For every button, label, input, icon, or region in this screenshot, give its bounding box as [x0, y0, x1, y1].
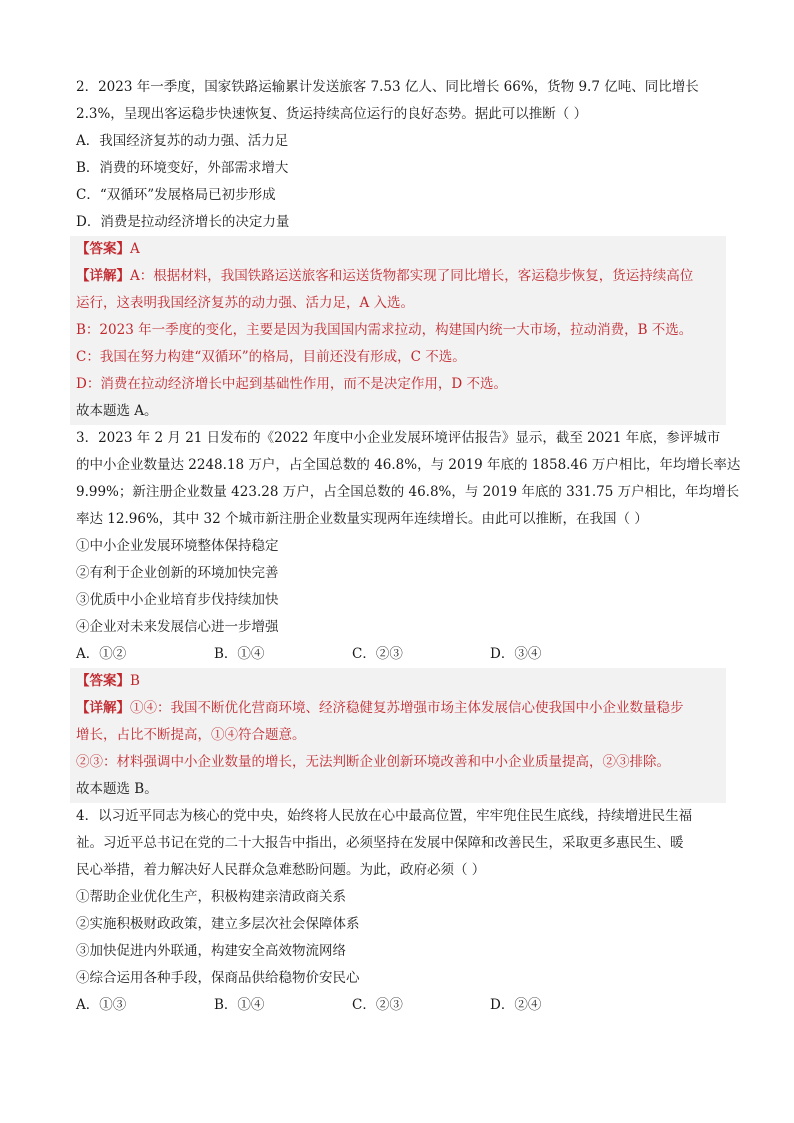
q3-stem-line-3: 9.99%；新注册企业数量 423.28 万户，占全国总数的 46.8%，与 2019 年底的 331.75 万户相比，年均增长 [76, 484, 740, 500]
question-3 [76, 425, 741, 803]
q2-stem-line-1: 2．2023 年一季度，国家铁路运输累计发送旅客 7.53 亿人、同比增长 66%，货物 9.7 亿吨、同比增长 [76, 79, 699, 95]
q2-detail-c: C：我国在努力构建“双循环”的格局，目前还没有形成，C 不选。 [76, 349, 466, 365]
q2-detail-d: D：消费在拉动经济增长中起到基础性作用，而不是决定作用，D 不选。 [76, 376, 507, 392]
q4-choices [76, 992, 726, 1019]
q2-answer [76, 236, 726, 263]
q4-choice-c: C．②③ [352, 997, 403, 1013]
q3-choices [76, 641, 726, 668]
q3-detail-tag: 【详解】 [76, 700, 130, 716]
q4-stem-line-3: 民心举措，着力解决好人民群众急难愁盼问题。为此，政府必须（ ） [76, 862, 486, 878]
q2-option-d: D．消费是拉动经济增长的决定力量 [76, 214, 290, 230]
q2-stem-line-2: 2.3%，呈现出客运稳步快速恢复、货运持续高位运行的良好态势。据此可以推断（ ） [76, 106, 588, 122]
q2-detail-line-2: 运行，这表明我国经济复苏的动力强、活力足，A 入选。 [76, 295, 415, 311]
q3-conclusion: 故本题选 B。 [76, 781, 158, 797]
q3-answer [76, 668, 726, 695]
q3-answer-tag: 【答案】 [76, 673, 130, 689]
q4-item-1: ①帮助企业优化生产，积极构建亲清政商关系 [76, 889, 346, 905]
q2-answer-block [70, 236, 726, 425]
q4-stem-line-2: 祉。习近平总书记在党的二十大报告中指出，必须坚持在发展中保障和改善民生，采取更多惠民生、暖 [76, 835, 684, 851]
q3-stem-line-1: 3．2023 年 2 月 21 日发布的《2022 年度中小企业发展环境评估报告》显示，截至 2021 年底，参评城市 [76, 430, 721, 446]
q2-answer-value: A [130, 241, 140, 257]
q3-item-4: ④企业对未来发展信心进一步增强 [76, 619, 279, 635]
q2-detail-line-1: 【详解】A：根据材料，我国铁路运送旅客和运送货物都实现了同比增长，客运稳步恢复，货运持续高位 [76, 268, 694, 284]
q3-choice-d: D．③④ [490, 646, 542, 662]
q3-detail-line-1: 【详解】①④：我国不断优化营商环境、经济稳健复苏增强市场主体发展信心使我国中小企业数量稳步 [76, 700, 684, 716]
q2-option-b: B．消费的环境变好，外部需求增大 [76, 160, 289, 176]
q3-detail-line-3: ②③：材料强调中小企业数量的增长，无法判断企业创新环境改善和中小企业质量提高，②③排除。 [76, 754, 670, 770]
question-4 [76, 803, 726, 1019]
q4-item-2: ②实施积极财政政策，建立多层次社会保障体系 [76, 916, 360, 932]
question-2 [76, 74, 726, 425]
exam-page [76, 74, 741, 1019]
q3-answer-block [70, 668, 726, 803]
q4-choice-b: B．①④ [214, 997, 265, 1013]
q3-answer-value: B [130, 673, 140, 689]
q3-choice-c: C．②③ [352, 646, 403, 662]
q3-item-2: ②有利于企业创新的环境加快完善 [76, 565, 279, 581]
q4-choice-d: D．②④ [490, 997, 542, 1013]
q4-item-4: ④综合运用各种手段，保商品供给稳物价安民心 [76, 970, 360, 986]
q3-item-3: ③优质中小企业培育步伐持续加快 [76, 592, 279, 608]
q4-stem-line-1: 4．以习近平同志为核心的党中央，始终将人民放在心中最高位置，牢牢兜住民生底线，持续增进民生福 [76, 808, 693, 824]
q3-stem-line-2: 的中小企业数量达 2248.18 万户，占全国总数的 46.8%，与 2019 年底的 1858.46 万户相比，年均增长率达 [76, 457, 741, 473]
q3-stem-line-4: 率达 12.96%，其中 32 个城市新注册企业数量实现两年连续增长。由此可以推断，在我国（ ） [76, 511, 648, 527]
q3-item-1: ①中小企业发展环境整体保持稳定 [76, 538, 279, 554]
q2-conclusion: 故本题选 A。 [76, 403, 158, 419]
q3-detail-line-2: 增长，占比不断提高，①④符合题意。 [76, 727, 306, 743]
q2-answer-tag: 【答案】 [76, 241, 130, 257]
q2-detail-b: B：2023 年一季度的变化，主要是因为我国国内需求拉动，构建国内统一大市场，拉动消费，B 不选。 [76, 322, 693, 338]
q2-option-c: C．“双循环”发展格局已初步形成 [76, 187, 276, 203]
q2-detail-tag: 【详解】 [76, 268, 130, 284]
q4-item-3: ③加快促进内外联通，构建安全高效物流网络 [76, 943, 346, 959]
q3-choice-a: A．①② [76, 646, 127, 662]
q2-option-a: A．我国经济复苏的动力强、活力足 [76, 133, 289, 149]
q3-choice-b: B．①④ [214, 646, 265, 662]
q4-choice-a: A．①③ [76, 997, 127, 1013]
